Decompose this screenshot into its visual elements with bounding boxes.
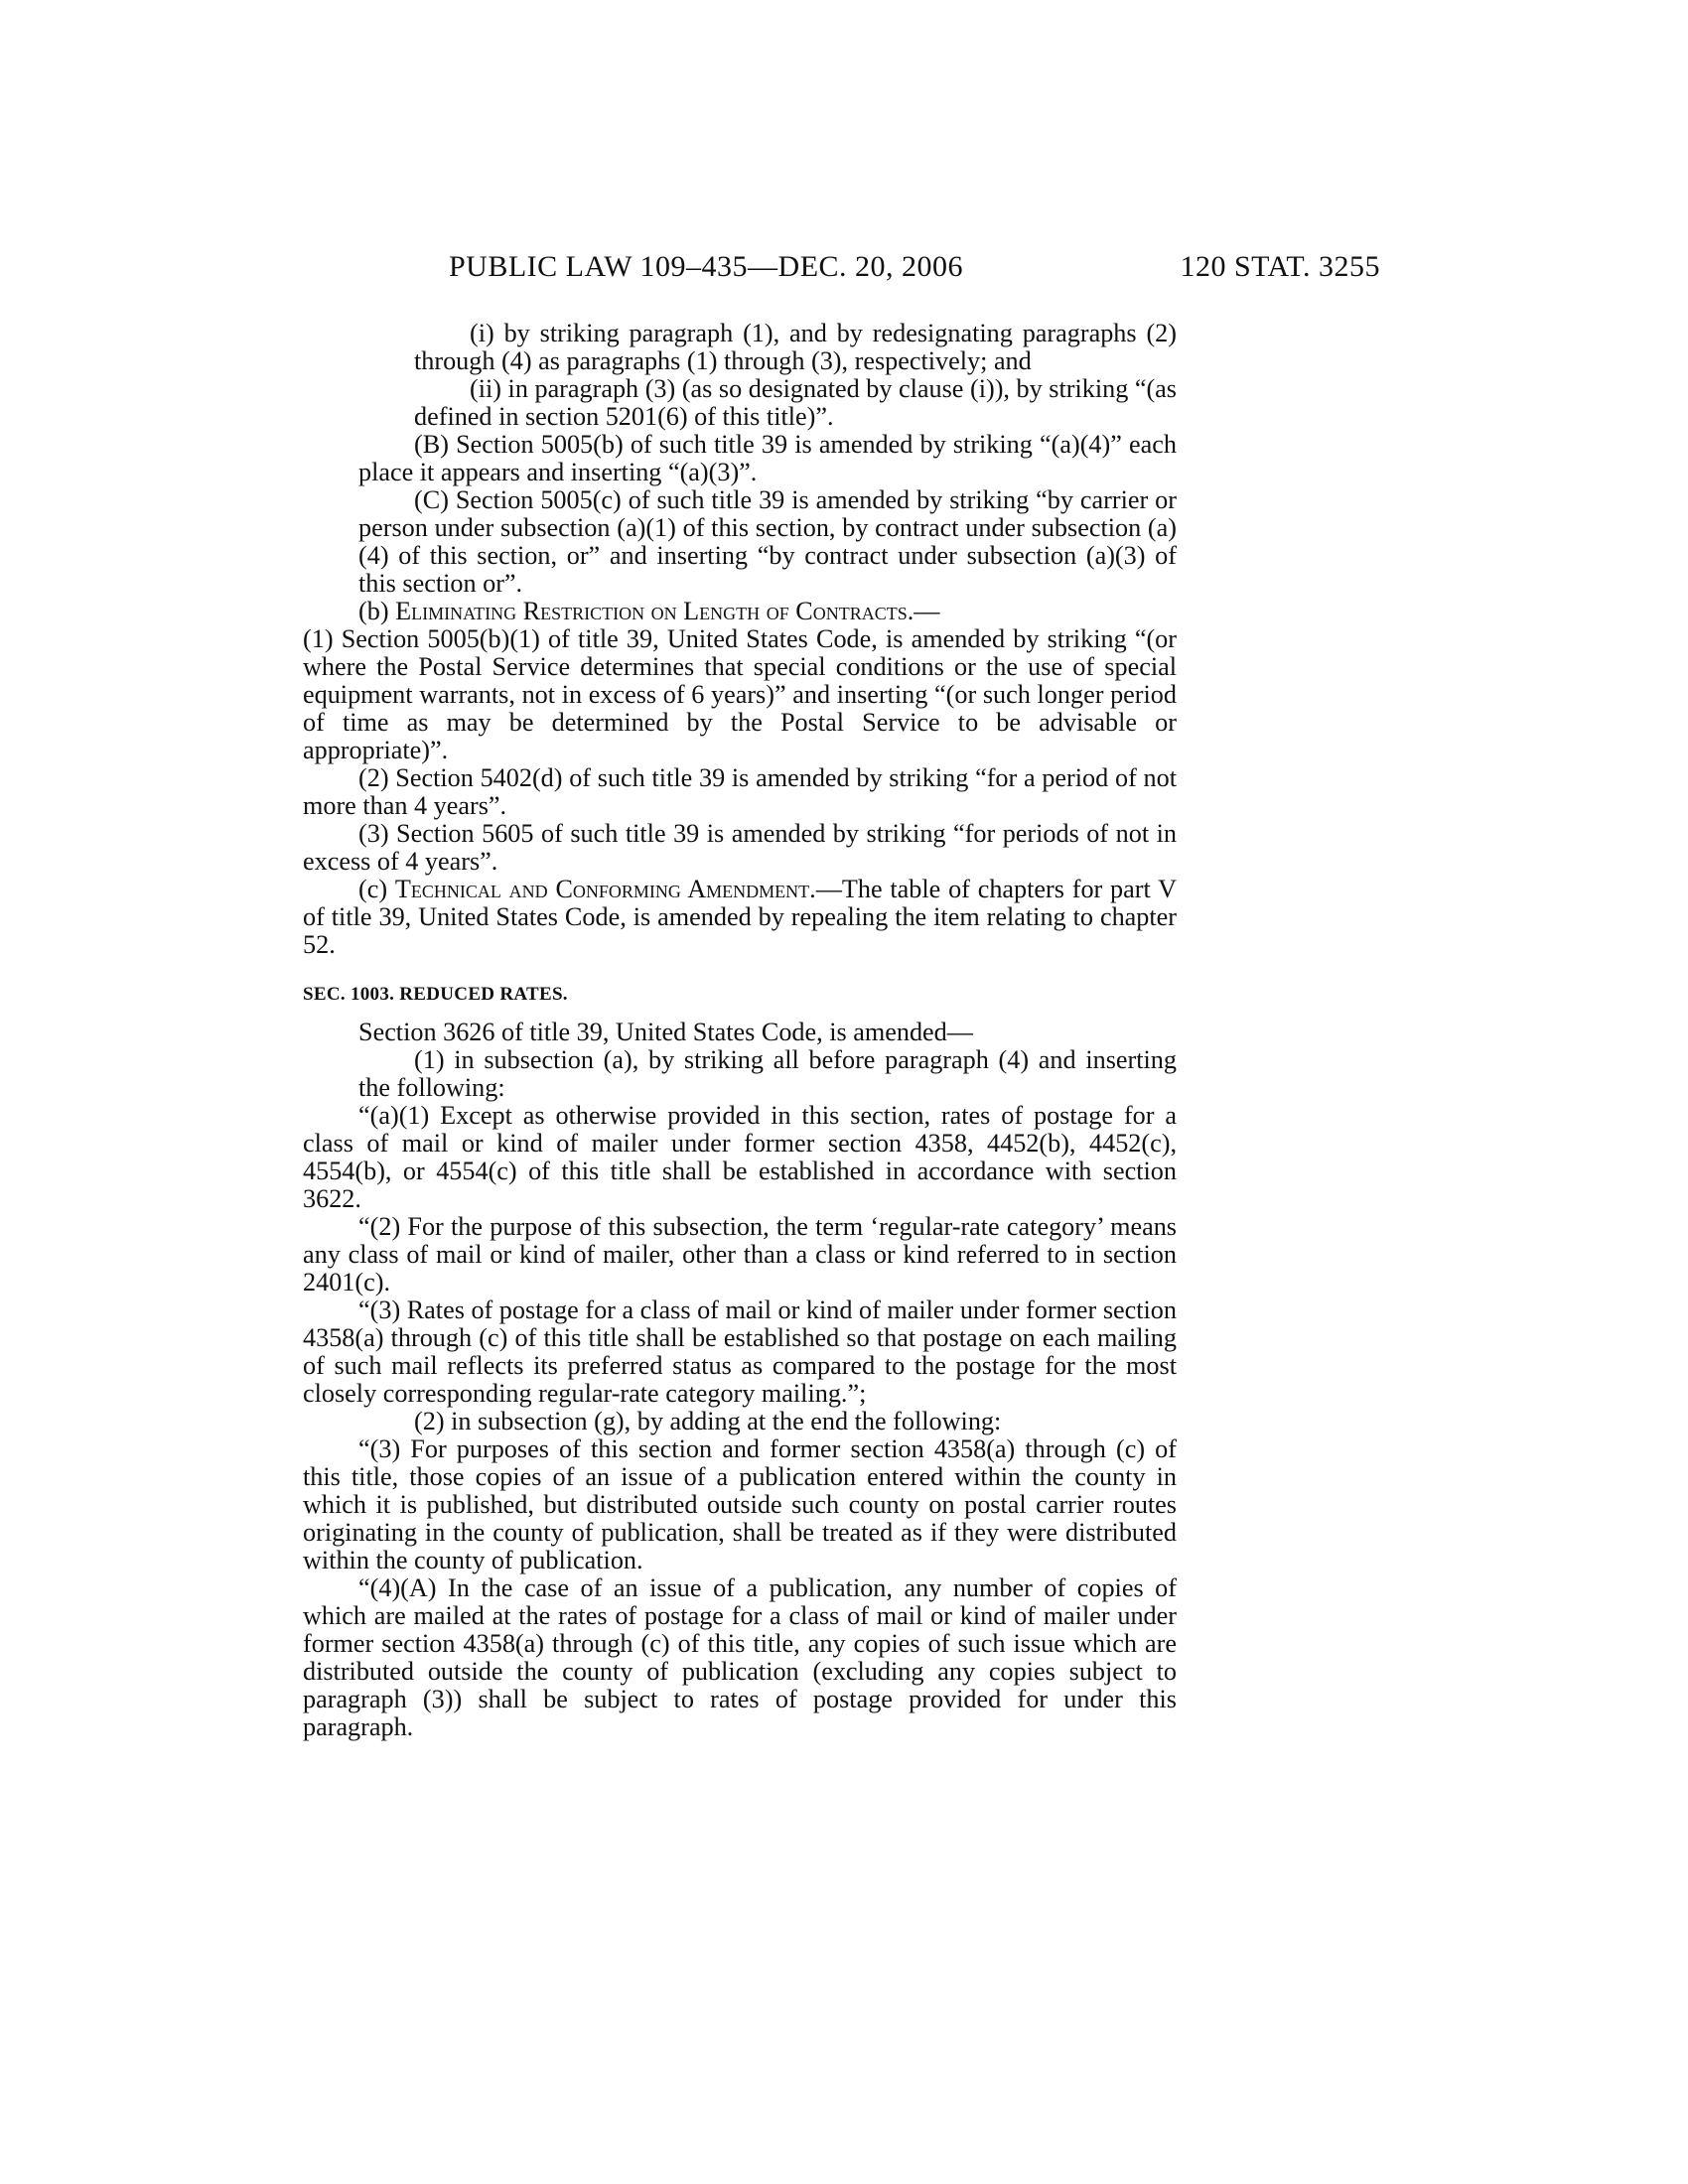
paragraph: (1) Section 5005(b)(1) of title 39, United States Code, is amended by striking “(or where the Postal Service determines that special conditions or the use of special equipment warrants, not in excess of 6 years)” and inserting “(or such longer period of time as may be determined by the Postal Service to be advisable or appropriate)”. [303,624,1177,764]
section-heading: SEC. 1003. REDUCED RATES. [303,984,568,1005]
subsection-title: Technical and Conforming Amendment. [394,875,816,903]
paragraph: —The table of chapters for part V of title 39, United States Code, is amended by repealing the item relating to chapter 52. [303,875,1177,959]
subsection-heading [303,876,1177,959]
paragraph: “(3) For purposes of this section and former section 4358(a) through (c) of this title, those copies of an issue of a publication entered within the county in which it is published, but distributed outside such county on postal carrier routes originating in the county of publication, shall be treated as if they were distributed within the county of publication. [303,1434,1177,1574]
subsection-title: Eliminating Restriction on Length of Contracts.— [395,597,940,625]
paragraph: “(3) Rates of postage for a class of mail or kind of mailer under former section 4358(a) through (c) of this title shall be established so that postage on each mailing of such mail reflects its preferred status as compared to the postage for the most closely corresponding regular-rate category mailing.”; [303,1296,1177,1408]
document-body [303,320,1177,1741]
law-title: PUBLIC LAW 109–435—DEC. 20, 2006 [449,250,964,283]
subsection-label: (c) [358,875,388,903]
paragraph: (C) Section 5005(c) of such title 39 is amended by striking “by carrier or person under subsection (a)(1) of this section, by contract under subsection (a)(4) of this section, or” and inserting “by contract under subsection (a)(3) of this section or”. [358,485,1177,598]
stat-citation: 120 STAT. 3255 [1180,250,1380,283]
paragraph: (B) Section 5005(b) of such title 39 is amended by striking “(a)(4)” each place it appears and inserting “(a)(3)”. [358,430,1177,486]
paragraph: (i) by striking paragraph (1), and by redesignating paragraphs (2) through (4) as paragraphs (1) through (3), respectively; and [414,319,1177,375]
paragraph: (2) in subsection (g), by adding at the end the following: [414,1407,1002,1435]
paragraph: Section 3626 of title 39, United States Code, is amended— [358,1018,973,1046]
paragraph: “(a)(1) Except as otherwise provided in this section, rates of postage for a class of mail or kind of mailer under former section 4358, 4452(b), 4452(c), 4554(b), or 4554(c) of this title shall be established in accordance with section 3622. [303,1101,1177,1213]
subsection-heading [303,598,1177,764]
subsection-label: (b) [358,597,389,625]
paragraph: “(4)(A) In the case of an issue of a publication, any number of copies of which are mailed at the rates of postage for a class of mail or kind of mailer under former section 4358(a) through (c) of this title, any copies of such issue which are distributed outside the county of publication (excluding any copies subject to paragraph (3)) shall be subject to rates of postage provided for under this paragraph. [303,1573,1177,1741]
running-head [449,250,1380,290]
paragraph: (3) Section 5605 of such title 39 is amended by striking “for periods of not in excess of 4 years”. [303,819,1177,876]
paragraph: (1) in subsection (a), by striking all before paragraph (4) and inserting the following: [358,1045,1177,1102]
paragraph: (ii) in paragraph (3) (as so designated by clause (i)), by striking “(as defined in section 5201(6) of this title)”. [414,374,1177,431]
paragraph: (2) Section 5402(d) of such title 39 is amended by striking “for a period of not more than 4 years”. [303,763,1177,820]
paragraph: “(2) For the purpose of this subsection, the term ‘regular-rate category’ means any class of mail or kind of mailer, other than a class or kind referred to in section 2401(c). [303,1212,1177,1297]
